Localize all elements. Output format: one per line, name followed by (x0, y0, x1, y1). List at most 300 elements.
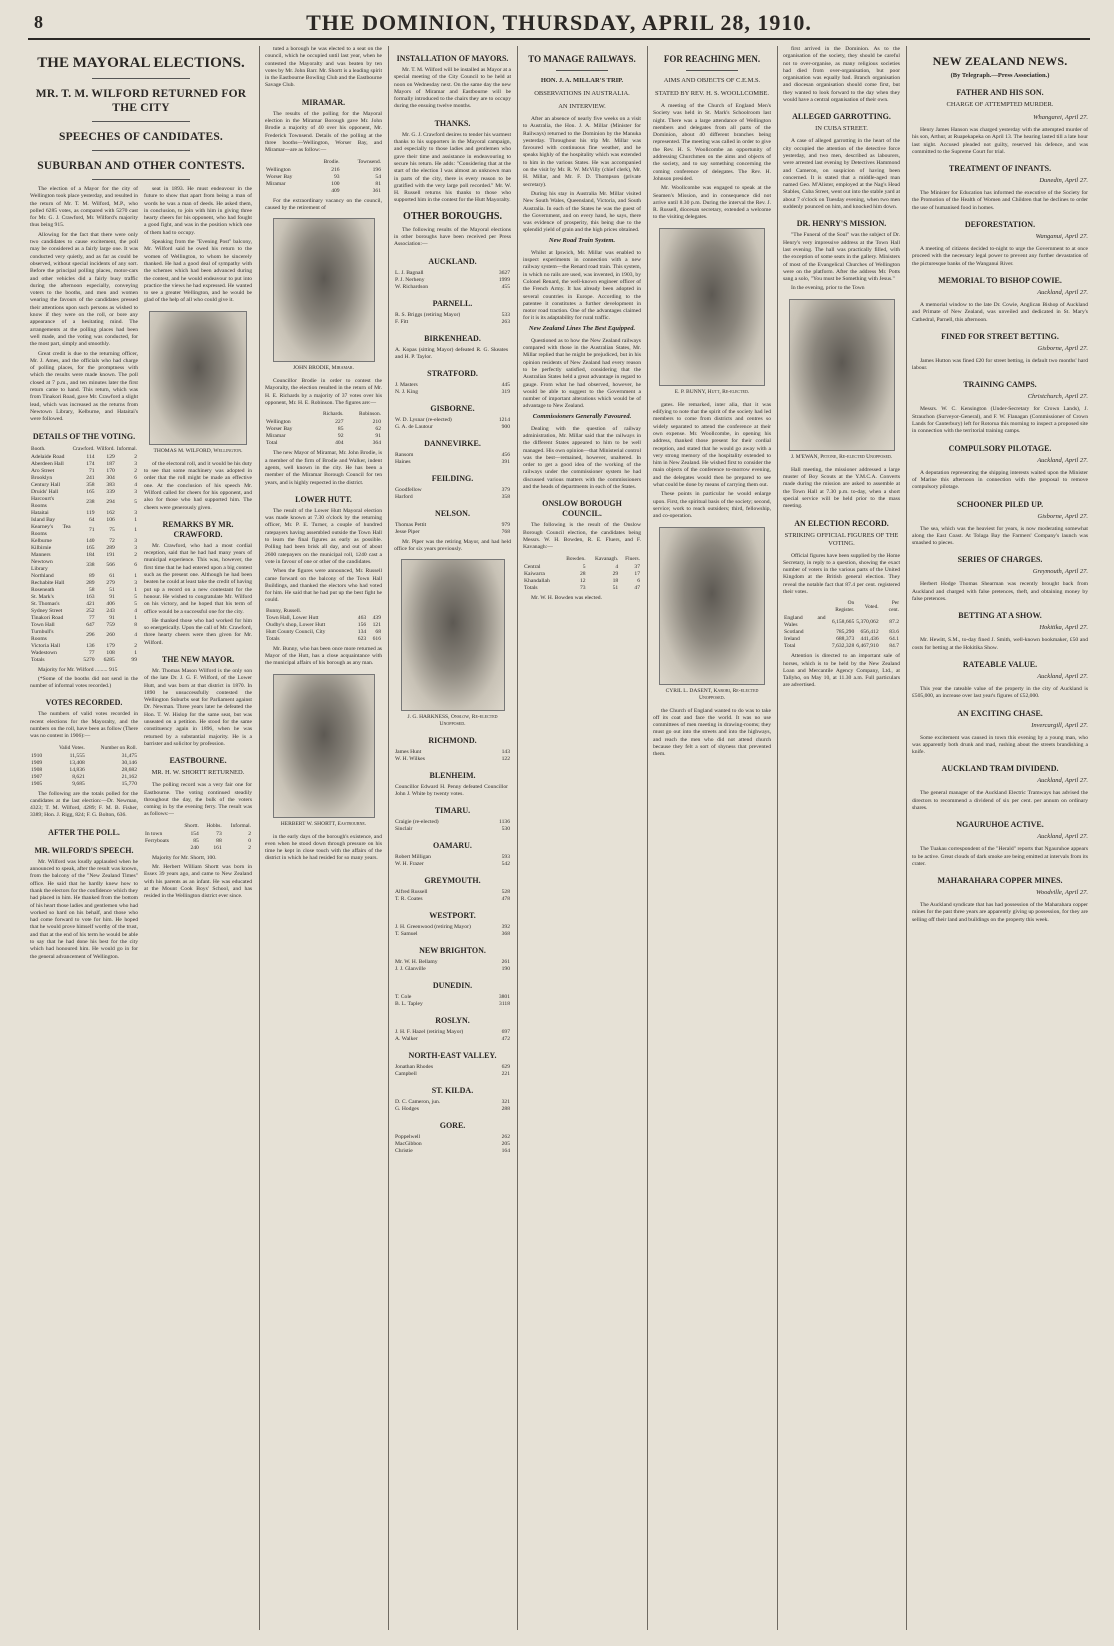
borough-result-table (394, 994, 511, 1008)
table-cell: J. Masters (395, 381, 418, 388)
column-reaching-men (653, 46, 771, 1630)
table-row (394, 347, 511, 361)
news-item-heading: MAHARAHARA COPPER MINES. (937, 876, 1063, 886)
table-cell: 191 (106, 551, 115, 558)
table-cell: Scotland (784, 629, 804, 636)
table-row (265, 433, 382, 440)
borough-heading: GREYMOUTH. (424, 876, 481, 886)
section-heading: MR. WILFORD'S SPEECH. (34, 845, 134, 855)
table-cell: T. Samuel (395, 931, 418, 938)
table-cell: 1907 (31, 773, 43, 780)
table-cell: 221 (501, 1071, 510, 1078)
table-row (394, 1001, 511, 1008)
table-cell: 263 (501, 318, 510, 325)
table-cell: James Hunt (395, 749, 422, 756)
section-heading: INSTALLATION OF MAYORS. (396, 54, 509, 63)
table-row (394, 417, 511, 424)
table-cell: 1905 (31, 780, 43, 787)
table-cell: D. C. Cameron, jun. (395, 1099, 441, 1106)
table-row (394, 1036, 511, 1043)
borough-result-table (394, 1029, 511, 1043)
table-row (30, 482, 138, 489)
footnote: (*Some of the booths did not send in the number of informal votes recorded.) (30, 675, 138, 690)
table-row (394, 854, 511, 861)
table-row (30, 760, 138, 767)
table-cell: 64.1 (889, 636, 899, 643)
table-cell: 243 (106, 607, 115, 614)
table-cell: Ferryboats (145, 837, 169, 844)
article-paragraph: Mr. Piper was the retiring Mayor, and had held office for six years previously. (394, 538, 511, 552)
table-cell: 5 (134, 600, 137, 607)
table-cell: 62 (375, 426, 381, 433)
borough-heading: TIMARU. (434, 806, 471, 816)
divider (92, 150, 190, 151)
article-paragraph: The polling record was a very fair one for Eastbourne. The voting continued steadily throughout the day, the bulk of the voters coming in by the evening ferry. The result was as follows:— (144, 782, 252, 818)
newspaper-title: THE DOMINION, THURSDAY, APRIL 28, 1910. (306, 10, 812, 35)
table-cell: 445 (501, 381, 510, 388)
news-item-heading: NGAURUHOE ACTIVE. (956, 820, 1044, 830)
table-cell: 61 (109, 572, 115, 579)
table-cell: 190 (501, 966, 510, 973)
article-paragraph: When the figures were announced, Mr. Russell came forward on the balcony of the Town Hall Buildings, and thanked the electors who had voted for him. He said that he had put up the best fight he could. (265, 568, 382, 604)
borough-result-table (394, 959, 511, 973)
table-cell: 3627 (498, 269, 510, 276)
table-row (30, 587, 138, 594)
section-heading: TO MANAGE RAILWAYS. (528, 54, 636, 64)
table-header-cell: Brodie. (323, 158, 340, 165)
section-subheading: OBSERVATIONS IN AUSTRALIA. (534, 90, 630, 97)
article-paragraph: in the early days of the borough's existence, and even when he stood down through pressure on his time he kept in close touch with the affairs of the district in which he had resided for so many years. (265, 833, 382, 862)
table-row (783, 643, 900, 650)
article-paragraph: Speaking from the "Evening Post" balcony, Mr. Wilford said he owed his return to the women of Wellington, to whom he sincerely thanked. He had a good deal of sympathy with the schemes which had been advanced during the contest, and he would endeavour to put into practice the views he had expressed. He wanted to see a greater Wellington, and he would be glad of the help of all who could give it. (144, 239, 252, 304)
table-cell: Tinakori Road (31, 614, 64, 621)
news-item-dateline: Dunedin, April 27. (1039, 177, 1088, 185)
news-item-heading: MEMORIAL TO BISHOP COWIE. (938, 275, 1062, 285)
borough-heading: DANNEVIRKE. (424, 438, 481, 448)
section-subheading: New Zealand Lines The Best Equipped. (528, 324, 636, 332)
table-row (394, 826, 511, 833)
table-cell: 187 (106, 460, 115, 467)
table-row (265, 636, 382, 643)
table-row (144, 831, 252, 838)
table-row (394, 424, 511, 431)
table-row (394, 522, 511, 529)
borough-result-table (394, 784, 511, 798)
headline-wilford-returned: MR. T. M. WILFORD RETURNED FOR THE CITY (35, 88, 247, 114)
article-paragraph: The following is the result of the Onslow Borough Council election, the candidates being Messrs. W. H. Bowden, R. E. Fluers, and F. Kavanagh:— (523, 522, 641, 551)
table-cell: Kearney's Tea Rooms (31, 523, 71, 537)
table-row (394, 494, 511, 501)
news-item-heading: TRAINING CAMPS. (963, 380, 1037, 390)
table-cell: J. H. Greenwood (retiring Mayor) (395, 924, 471, 931)
table-cell: 85 (193, 837, 199, 844)
article-paragraph: A meeting of the Church of England Men's Society was held in St. Mark's Schoolroom last night. There was a large attendance of Wellington members and delegates from all parts of the Dominion, about 40 different branches being represented. The meeting was called in order to give the Rev. H. S. Woollcombe an opportunity of addressing Churchmen on the aims and objects of the society, and to say something concerning the coming conference of delegates. The Rev. H. Johnson presided. (653, 103, 771, 182)
table-row (523, 571, 641, 578)
news-item-text: The Auckland syndicate that has had possession of the Maharahara copper mines for the past three years are apparently giving up possession, for they are selling off their land and buildings on the property this week. (912, 902, 1088, 923)
table-row (30, 643, 138, 650)
section-heading: EASTBOURNE. (169, 756, 227, 766)
table-cell: Goodfellow (395, 486, 422, 493)
table-cell: 85 (337, 426, 344, 433)
article-paragraph: Allowing for the fact that there were only two candidates to cause excitement, the poll may be considered as a fairly large one. It was conducted very quietly, and as far as could be observed, without special incidents of any sort. Before the principal polling places, motor-cars and other vehicles did a fairly busy traffic during the afternoon especially, conveying voters to the booths, and men and women wearing the favours of the candidates pressed their attentions upon such persons as wished to know if they were on the roll, or bore any appearance of a hesitating mind. The arrangements at the polling places had been well made, and the voting was conducted, for the most part, simply and smoothly. (30, 231, 138, 348)
table-cell: Ireland (784, 636, 800, 643)
table-cell: Druids' Hall (31, 488, 59, 495)
table-cell: 143 (501, 749, 510, 756)
table-cell: 406 (106, 600, 115, 607)
table-row (30, 753, 138, 760)
table-header-cell: Number on Roll. (100, 744, 137, 751)
borough-heading: GISBORNE. (430, 403, 475, 413)
table-cell: 114 (86, 453, 95, 460)
section-subheading: AN INTERVIEW. (558, 103, 606, 110)
majority-line: Majority for Mr. Shortt, 100. (152, 854, 217, 861)
borough-result-table (394, 819, 511, 833)
table-row (30, 475, 138, 482)
table-row (30, 601, 138, 608)
news-item-text: Messrs. W. C. Kensington (Under-Secretary for Crown Lands), J. Strauchon (Surveyor-General), and F. W. Flanagan (Commissioner of Crown Lands for Canterbury) left for Rotorua this morning to inspect a proposed site in connection with the territorial training camps. (912, 406, 1088, 435)
table-row (30, 468, 138, 475)
section-subheading: MR. H. W. SHORTT RETURNED. (151, 769, 245, 777)
table-cell: 129 (106, 453, 115, 460)
news-item-dateline: Gisborne, April 27. (1037, 512, 1088, 520)
table-cell: 456 (501, 451, 510, 458)
article-paragraph: first arrived in the Dominion. As to the organisation of the society, they should be careful not to over-organise, as many religious societies had died from over-organisation, but poor organisation was equally bad. Branch organisation and diocesan organisation should come first, but they wanted to look forward to the day when they would have a central organisation of their own. (783, 46, 900, 104)
table-cell: 629 (501, 1064, 510, 1071)
table-row (144, 845, 252, 852)
section-heading: FOR REACHING MEN. (663, 54, 761, 64)
table-row (394, 1134, 511, 1141)
news-item-heading: COMPULSORY PILOTAGE. (948, 443, 1052, 453)
table-cell (144, 845, 178, 852)
table-cell: 2 (134, 453, 137, 460)
table-cell: Jesse Piper (395, 528, 420, 535)
table-cell: 31,475 (121, 752, 137, 759)
news-item-text: Mr. Hewitt, S.M., to-day fined J. Smith, well-known bookmaker, £50 and costs for betting at the Hokitika Show. (912, 637, 1088, 651)
table-cell: England and Wales (784, 615, 826, 629)
news-item-dateline: Auckland, April 27. (1037, 833, 1088, 841)
borough-heading: PARNELL. (432, 298, 473, 308)
table-cell: 1 (134, 614, 137, 621)
table-cell: 12 (579, 577, 586, 584)
table-cell: 5 (134, 593, 137, 600)
news-item-text: James Hutton was fined £20 for street betting, in default two months' hard labour. (912, 357, 1088, 372)
table-cell: 108 (106, 649, 115, 656)
table-cell: 3 (134, 460, 137, 467)
table-cell: 179 (106, 642, 115, 649)
table-cell (509, 347, 511, 361)
article-paragraph: Mr. T. M. Wilford will be installed as Mayor at a special meeting of the City Council to be held at noon on Wednesday next. On the same day the new Mayors of Miramar and Eastbourne will be formally introduced to the chairs they are to occupy during the ensuing twelve months. (394, 67, 511, 110)
table-cell: W. H. Frazer (395, 861, 424, 868)
table-cell: 3 (134, 488, 137, 495)
table-row (394, 749, 511, 756)
article-paragraph: The result of the Lower Hutt Mayoral election was made known at 7.30 o'clock by the returning officer, Mr. P. E. Turner, a couple of hundred ratepayers having assembled outside the Town Hall to learn the final figures as early as possible. Polling had been brisk all day, and out of about 2600 ratepayers on the municipal roll, 1240 cast a vote in favour of one or other of the candidates. (265, 507, 382, 565)
table-row (30, 629, 138, 643)
table-cell: Northland (31, 572, 54, 579)
article-paragraph: Attention is directed to an important sale of horses, which is to be held by the New Zealand Loan and Mercantile Agency Company, Ltd., at Tallyho, on May 10, at 11.30 a.m. Full particulars are advertised. (783, 653, 900, 689)
news-item-dateline: Whangarei, April 27. (1033, 114, 1088, 121)
richards-table (265, 410, 382, 447)
table-header-cell: Booth. (31, 445, 46, 452)
table-cell: 3 (134, 537, 137, 544)
borough-heading: BIRKENHEAD. (424, 333, 481, 343)
portrait-photo (401, 559, 505, 711)
table-cell: 1136 (499, 819, 510, 826)
table-cell: 92 (337, 433, 344, 440)
borough-result-table (394, 347, 511, 361)
news-item-dateline: Greymouth, April 27. (1032, 568, 1088, 576)
section-heading: AFTER THE POLL. (48, 827, 120, 837)
page-number: 8 (34, 12, 43, 32)
table-cell: 6 (134, 474, 137, 481)
table-row (394, 382, 511, 389)
table-cell: 210 (372, 419, 381, 426)
table-cell: 1214 (498, 416, 510, 423)
table-cell: 134 (357, 628, 367, 635)
table-cell: 261 (501, 959, 510, 966)
table-cell: F. Fitt (395, 318, 409, 325)
table-cell: Harford (395, 493, 413, 500)
table-cell: 289 (106, 544, 115, 551)
column-other-boroughs (394, 46, 511, 1630)
section-heading: THE NEW MAYOR. (161, 654, 235, 664)
table-cell: 241 (86, 474, 95, 481)
table-cell: 1908 (31, 766, 43, 773)
table-cell: 361 (372, 187, 381, 194)
table-header-cell: Crawford. (72, 445, 95, 452)
table-cell: Christie (395, 1148, 413, 1155)
table-cell: Aro Street (31, 467, 55, 474)
table-cell: In town (145, 830, 163, 837)
table-cell: Bunny, Russell. (266, 607, 302, 614)
article-paragraph: The new Mayor of Miramar, Mr. John Brodie, is a member of the firm of Brodie and Walker, indent agents, well known in the city. He has been a member of the Miramar Borough Council for ten years, and is highly respected in the district. (265, 450, 382, 486)
table-cell: Miramar (266, 180, 286, 187)
table-row (30, 622, 138, 629)
table-cell: Ransom (395, 451, 414, 458)
borough-heading: GORE. (439, 1121, 466, 1131)
table-cell: 170 (106, 467, 115, 474)
table-row (30, 573, 138, 580)
table-row (394, 270, 511, 277)
table-cell: 319 (501, 388, 510, 395)
article-paragraph: He thanked those who had worked for him so energetically. Upon the call of Mr. Crawford, three hearty cheers were then given for Mr. Wilford. (144, 617, 252, 646)
table-cell: Century Hall (31, 481, 61, 488)
table-cell: G. Hodges (395, 1106, 419, 1113)
table-cell: 566 (106, 562, 115, 568)
table-cell: 162 (106, 509, 115, 516)
borough-heading: WESTPORT. (429, 911, 476, 921)
headline-speeches: SPEECHES OF CANDIDATES. (58, 131, 224, 143)
news-item-dateline: Invercargill, April 27. (1031, 721, 1088, 729)
column-miramar-hutt (265, 46, 382, 1630)
table-cell: 623 (357, 635, 367, 642)
section-subheading: Commissioners Generally Favoured. (532, 412, 632, 420)
news-item-heading: DEFORESTATION. (964, 220, 1036, 230)
table-cell: 304 (106, 474, 115, 481)
table-cell: Councillor Edward H. Penny defeated Councillor John J. White by twenty votes. (395, 784, 508, 798)
table-row (394, 756, 511, 763)
table-cell: 9,685 (72, 780, 85, 787)
table-cell: A. Walker (395, 1036, 418, 1043)
table-cell: Hutt County Council, City (266, 628, 326, 635)
table-cell: 28 (579, 570, 586, 577)
section-subheading: HON. J. A. MILLAR'S TRIP. (540, 77, 624, 84)
table-cell: 616 (372, 635, 381, 642)
table-cell: 89 (88, 572, 95, 579)
table-cell: 3 (134, 579, 137, 586)
table-cell: 71 (88, 467, 95, 474)
table-cell: 421 (86, 600, 95, 607)
table-cell: 288 (501, 1106, 510, 1113)
section-subheading: AIMS AND OBJECTS OF C.E.M.S. (663, 77, 761, 84)
table-cell: 71 (88, 527, 95, 533)
table-header-cell (144, 822, 178, 831)
table-cell: 3 (134, 544, 137, 551)
news-item-text: A memorial window to the late Dr. Cowie, Anglican Bishop of Auckland and Primate of New Zealand, was unveiled and dedicated in St. Mary's Cathedral, Parnell, this afternoon. (912, 301, 1088, 323)
divider (92, 78, 190, 79)
byline: (By Telegraph.—Press Association.) (950, 72, 1050, 79)
table-cell: 321 (501, 1099, 510, 1106)
column-mayoral-elections (30, 46, 252, 1630)
table-cell: Town Hall (31, 621, 55, 628)
table-cell: 2 (134, 642, 137, 649)
table-header-cell (265, 410, 309, 419)
table-cell: 5270 (83, 656, 95, 663)
news-item-dateline: Auckland, April 27. (1037, 456, 1088, 464)
table-row (265, 440, 382, 447)
table-cell: Haines (395, 458, 411, 465)
table-cell: Newtown Library (31, 558, 53, 572)
borough-heading: STRATFORD. (427, 368, 478, 378)
table-cell: 51 (612, 584, 619, 591)
miramar-table (265, 158, 382, 195)
section-heading: THANKS. (434, 118, 471, 128)
table-cell: 364 (372, 440, 381, 447)
table-row (394, 389, 511, 396)
news-item-dateline: Gisborne, April 27. (1037, 344, 1088, 352)
borough-heading: RICHMOND. (428, 736, 477, 746)
table-row (394, 1141, 511, 1148)
table-row (30, 559, 138, 573)
table-row (265, 426, 382, 433)
table-cell: 785,290 (836, 629, 855, 636)
table-header-cell: Wilford. (96, 445, 115, 452)
table-cell: 88 (216, 837, 222, 844)
table-header-cell: Hobbs. (206, 822, 222, 829)
table-cell: Central (524, 563, 541, 570)
table-cell: 358 (501, 493, 510, 500)
table-row (265, 629, 382, 636)
news-item-heading: FINED FOR STREET BETTING. (941, 331, 1059, 341)
photo-caption: THOMAS M. WILFORD, Wellington. (153, 447, 243, 454)
section-heading: MIRAMAR. (301, 97, 346, 107)
table-cell: Rechabite Hall (31, 579, 65, 586)
headline-suburban-contests: SUBURBAN AND OTHER CONTESTS. (37, 160, 245, 172)
table-cell: 205 (501, 1141, 510, 1148)
table-cell: 51 (109, 586, 115, 593)
table-cell: 73 (216, 830, 222, 837)
table-row (30, 650, 138, 657)
borough-results (394, 736, 511, 1155)
photo-caption: J. M'EWAN, Petone, Re-elected Unopposed. (790, 453, 893, 460)
table-row (394, 277, 511, 284)
table-header-cell: Kavanagh. (594, 555, 619, 562)
table-cell: Poppelwell (395, 1134, 421, 1141)
table-header-cell: On Register. (835, 600, 855, 614)
table-cell: 455 (501, 283, 510, 290)
table-cell: 6,467,910 (856, 643, 879, 650)
news-item-dateline: Auckland, April 27. (1037, 672, 1088, 680)
table-row (394, 966, 511, 973)
table-row (30, 552, 138, 559)
table-cell: 593 (501, 854, 510, 861)
table-cell: Robert Milligan (395, 854, 431, 861)
news-item-text: The sea, which was the heaviest for years, is now moderating somewhat along the East Coast. At Tolaga Bay the Farmers' Company's launch was smashed to pieces. (912, 525, 1088, 547)
photo-caption: HERBERT W. SHORTT, Eastbourne. (280, 820, 367, 827)
table-cell: 58 (88, 586, 95, 593)
article-paragraph: "The Funeral of the Soul" was the subject of Dr. Henry's very impressive address at the Town Hall last evening. The hall was practically filled, with the exception of some seats in the gallery. Ministers of most of the Evangelical Churches of Wellington were on the platform. After the address Mr. Potts sang a solo, "You must be Something with Jesus." (783, 232, 900, 283)
article-paragraph: Mr. Woollcombe was engaged to speak at the Seamen's Mission, and in consequence did not arrive until 8.30 p.m. During the interval the Rev. J. R. Russell, diocesan secretary, extended a welcome to the visiting delegates. (653, 185, 771, 221)
borough-heading: BLENHEIM. (429, 771, 476, 781)
votes-recorded-table (30, 744, 138, 788)
news-item-dateline: Hokitika, April 27. (1039, 624, 1088, 632)
table-cell: 64 (88, 516, 95, 523)
table-cell: 768 (501, 528, 510, 535)
section-heading: DETAILS OF THE VOTING. (32, 431, 136, 441)
table-row (394, 1099, 511, 1106)
table-cell: 100 (331, 180, 340, 187)
news-item-text: The Minister for Education has informed the executive of the Society for the Promotion of the Health of Women and Children that he declines to order the use of humanised food in homes. (912, 190, 1088, 211)
table-cell: 4 (134, 607, 137, 614)
table-header-cell: Shortt. (184, 822, 199, 829)
column-rule (259, 46, 260, 1630)
table-row (30, 489, 138, 496)
table-cell: 262 (501, 1134, 510, 1141)
article-paragraph: Mr. W. H. Bowden was elected. (531, 594, 602, 601)
news-item-subheading: CHARGE OF ATTEMPTED MURDER. (946, 101, 1054, 108)
table-cell: 87.2 (889, 618, 899, 625)
table-cell: L. J. Bagnall (395, 269, 424, 276)
table-row (394, 959, 511, 966)
article-paragraph: the Church of England wanted to do was to take off its coat and face the world. It was no use committees of men meeting in drawing-rooms; they must go out into the streets and into the highways, and reach the men who did not attend church because they felt a sort of shyness that prevented them. (653, 707, 771, 758)
column-railways (523, 46, 641, 1630)
table-row (394, 459, 511, 466)
borough-heading: NELSON. (435, 508, 470, 518)
table-cell: Hataitai (31, 509, 49, 516)
article-paragraph: Mr. Bunny, who has been once more returned as Mayor of the Hutt, has a close acquaintance with the municipal affairs of his borough as any man. (265, 645, 382, 667)
table-header-cell (265, 158, 311, 167)
news-item-text: Some excitement was caused in town this evening by a young man, who was apparently both drunk and mad, rushing about the streets brandishing a knife. (912, 734, 1088, 756)
election-record-table (783, 599, 900, 650)
section-subheading: New Road Train System. (548, 236, 616, 244)
majority-line: Majority for Mr. Wilford ......... 915 (38, 666, 118, 673)
table-cell: 54 (375, 173, 381, 180)
table-cell: 6285 (103, 656, 115, 663)
table-cell: Roseneath (31, 586, 55, 593)
table-cell: 136 (86, 642, 95, 649)
table-cell: W. H. Wilkes (395, 756, 425, 763)
news-item-text: Herbert Hodge Thomas Shearman was recently brought back from Auckland and charged with false pretences, theft, and obtaining money by false pretences. (912, 581, 1088, 603)
table-cell: 1910 (31, 752, 43, 759)
table-cell: 383 (106, 481, 115, 488)
table-cell: 216 (331, 166, 340, 173)
table-cell: Totals (31, 656, 45, 663)
table-cell: Harcourt's Rooms (31, 495, 55, 509)
table-cell: 4 (134, 481, 137, 488)
table-cell: Sinclair (395, 826, 413, 833)
table-cell: 472 (501, 1036, 510, 1043)
table-cell: 165 (86, 544, 95, 551)
table-cell: Totals (266, 635, 280, 642)
